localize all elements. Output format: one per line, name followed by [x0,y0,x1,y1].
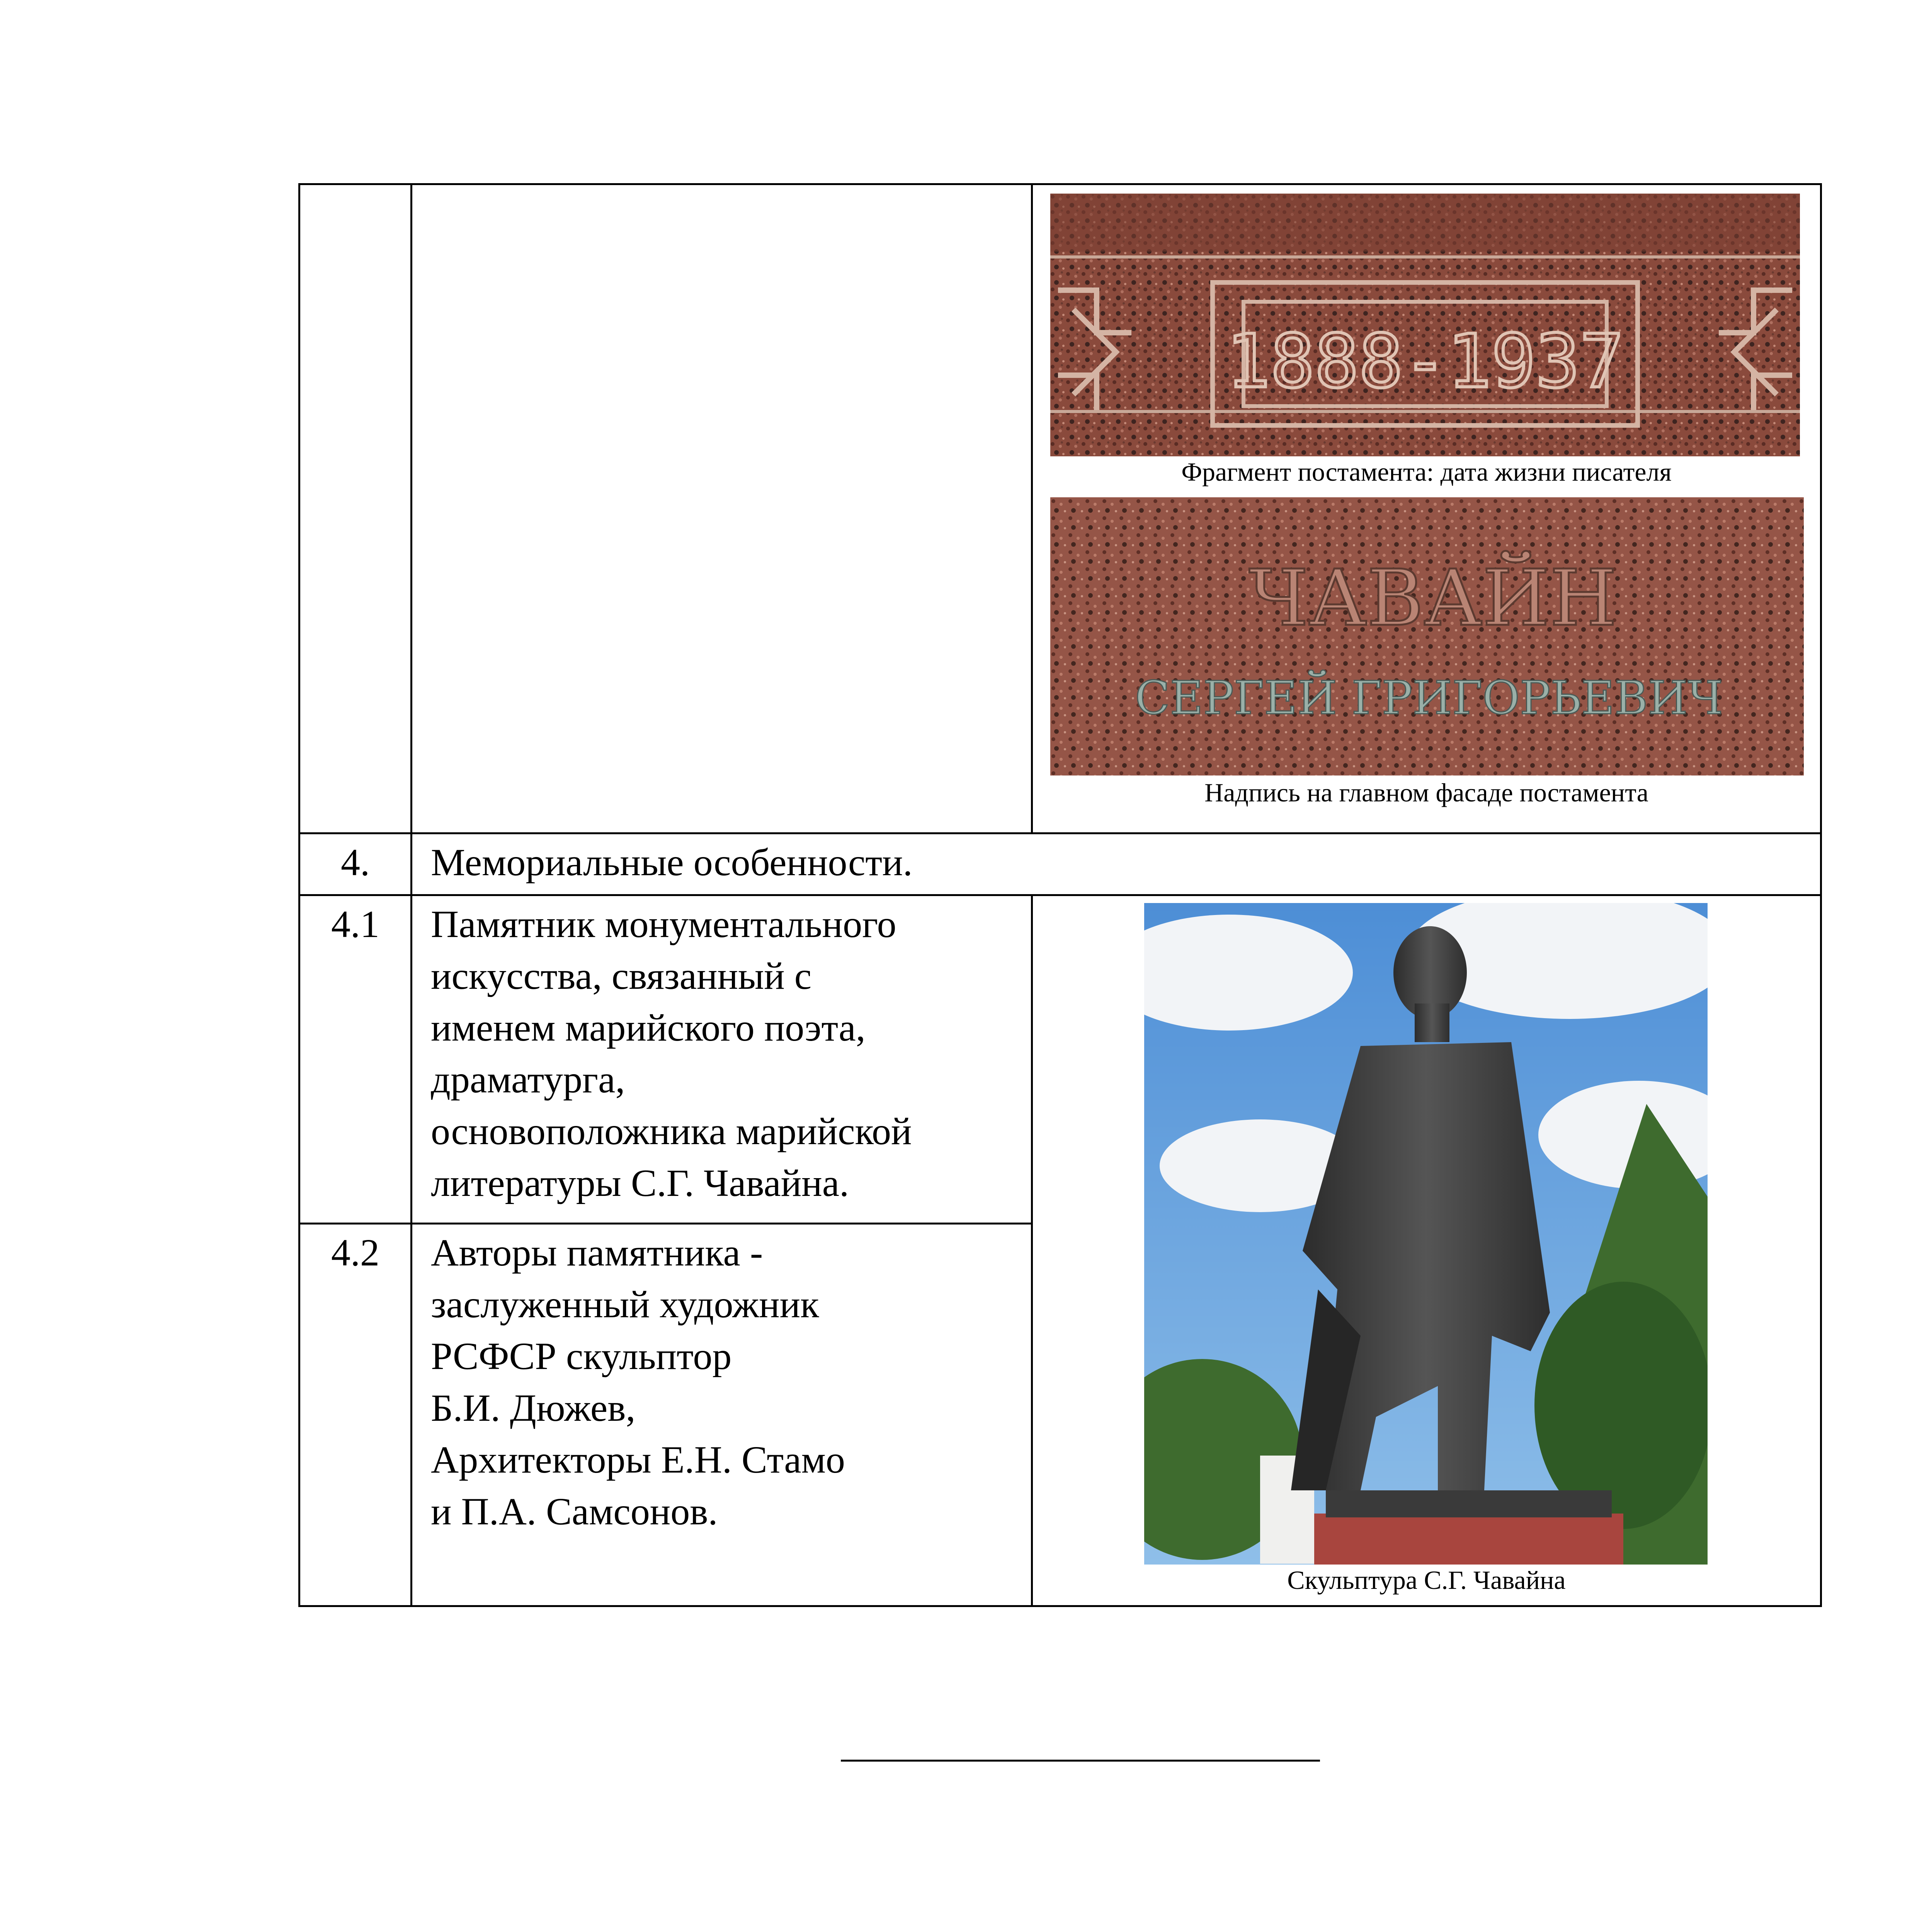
image-cell-statue [1032,895,1821,1606]
table-row-4 [299,833,1821,895]
patronymic-inscription: СЕРГЕЙ ГРИГОРЬЕВИЧ [1135,671,1723,724]
text-line: Архитекторы Е.Н. Стамо [431,1438,845,1481]
row-text: Мемориальные особенности. [412,833,1821,895]
text-line: именем марийского поэта, [431,1006,866,1049]
dates-inscription: 1888-1937 [1226,319,1624,404]
row-text-block [412,895,1032,1224]
row-text-block [412,1224,1032,1606]
pedestal-name-photo [1050,497,1804,776]
text-line: искусства, связанный с [431,954,812,997]
pedestal-dates-photo [1050,194,1800,456]
text-line: основоположника марийской [431,1110,912,1153]
caption-statue: Скульптура С.Г. Чавайна [1287,1565,1566,1595]
text-line: драматурга, [431,1058,625,1101]
text-line: заслуженный художник [431,1283,819,1326]
text-line: литературы С.Г. Чавайна. [431,1162,849,1204]
text-line: Б.И. Дюжев, [431,1386,636,1429]
row-number: 4. [299,833,412,895]
text-line: и П.А. Самсонов. [431,1490,718,1533]
text-line: Авторы памятника - [431,1231,763,1274]
row-number: 4.2 [299,1224,412,1606]
image-cell-pedestal [1032,184,1821,833]
name-inscription: ЧАВАЙН [1249,553,1617,643]
table-row-4-1 [299,895,1821,1224]
row-number: 4.1 [299,895,412,1224]
document-table [298,183,1822,1607]
statue-photo [1144,903,1708,1565]
text-line: РСФСР скульптор [431,1335,732,1378]
end-separator-line [841,1760,1320,1762]
text-cell-empty [412,184,1032,833]
number-cell-empty [299,184,412,833]
caption-dates: Фрагмент постамента: дата жизни писателя [1181,457,1672,486]
caption-name: Надпись на главном фасаде постамента [1204,778,1648,807]
text-line: Памятник монументального [431,903,896,946]
table-row-continued [299,184,1821,833]
